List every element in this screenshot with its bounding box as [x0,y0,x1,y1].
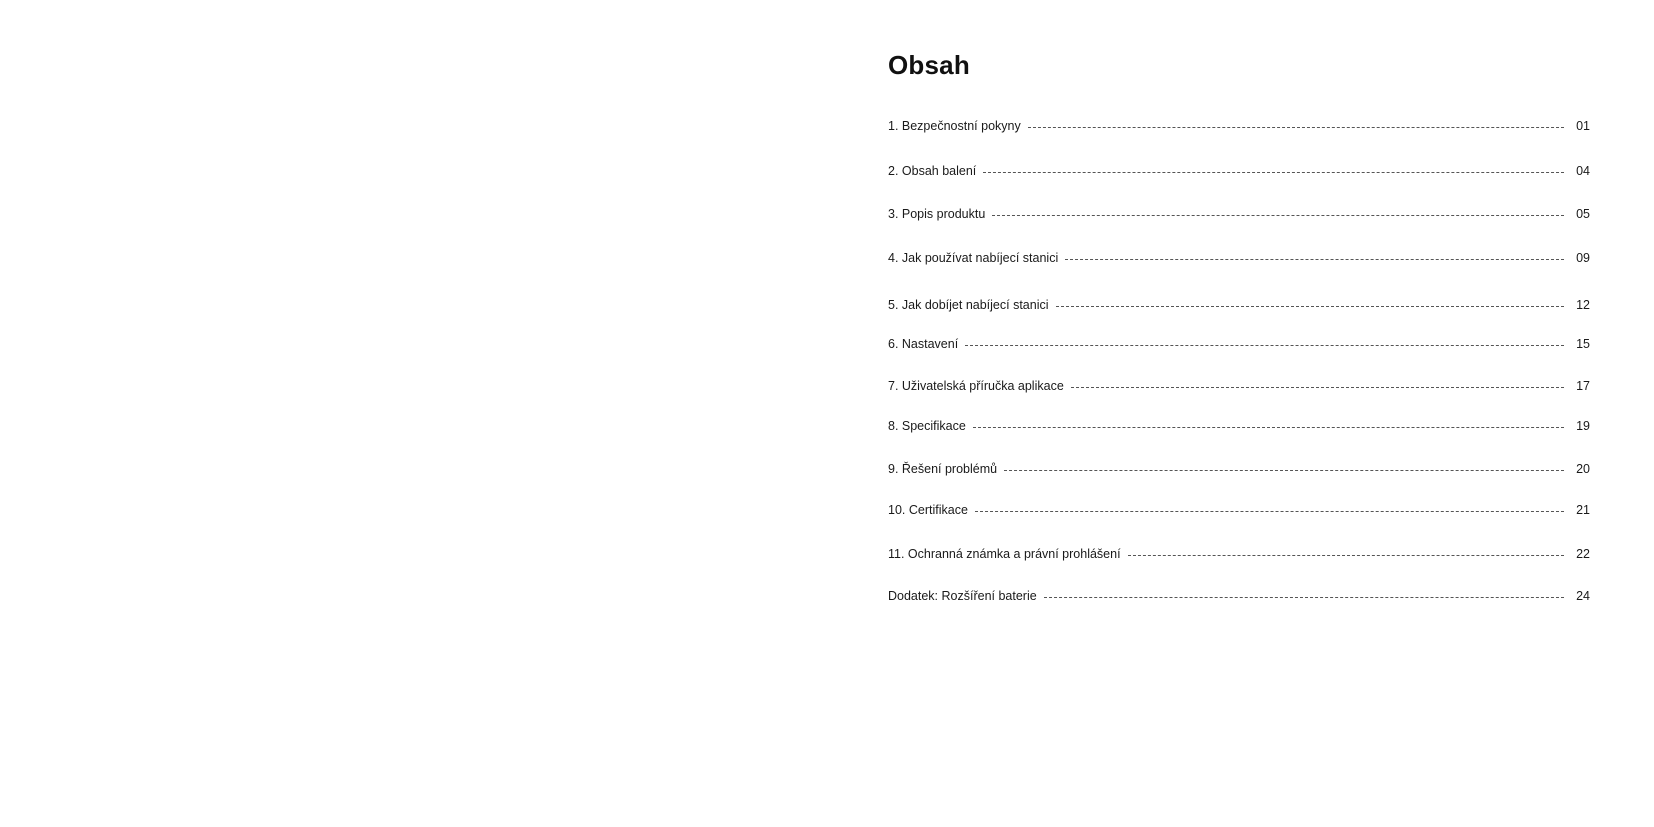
dotted-leader [975,511,1564,512]
toc-entry-label: 7. Uživatelská příručka aplikace [888,379,1064,393]
toc-entry-appendix[interactable] [888,586,1590,606]
toc-entry-8[interactable] [888,416,1590,436]
toc-entry-label: 2. Obsah balení [888,164,977,178]
toc-entry-label: Dodatek: Rozšíření baterie [888,589,1037,603]
dotted-leader [1071,387,1564,388]
toc-entry-page: 17 [1576,379,1590,393]
dotted-leader [1128,555,1564,556]
toc-entry-label: 1. Bezpečnostní pokyny [888,119,1021,133]
toc-entry-label: 5. Jak dobíjet nabíjecí stanici [888,298,1049,312]
toc-entry-label: 9. Řešení problémů [888,462,998,476]
toc-entry-11[interactable] [888,544,1590,564]
toc-entry-6[interactable] [888,334,1590,354]
toc-entry-label: 3. Popis produktu [888,207,986,221]
toc-entry-label: 10. Certifikace [888,503,968,517]
toc-entry-page: 05 [1576,207,1590,221]
toc-entry-page: 09 [1576,251,1590,265]
toc-entry-1[interactable] [888,116,1590,136]
toc-entry-page: 24 [1576,589,1590,603]
dotted-leader [1044,597,1564,598]
toc-entry-3[interactable] [888,204,1590,224]
dotted-leader [1065,259,1564,260]
toc-entry-page: 22 [1576,547,1590,561]
toc-title: Obsah [888,50,970,80]
dotted-leader [1028,127,1564,128]
toc-entry-page: 20 [1576,462,1590,476]
toc-entry-page: 15 [1576,337,1590,351]
toc-entry-page: 04 [1576,164,1590,178]
toc-entry-page: 12 [1576,298,1590,312]
toc-entry-label: 8. Specifikace [888,419,966,433]
dotted-leader [992,215,1564,216]
dotted-leader [965,345,1564,346]
right-page-table-of-contents [827,0,1654,827]
toc-entry-2[interactable] [888,161,1590,181]
dotted-leader [983,172,1564,173]
toc-entry-5[interactable] [888,295,1590,315]
toc-entry-10[interactable] [888,500,1590,520]
toc-entry-page: 21 [1576,503,1590,517]
toc-entry-page: 19 [1576,419,1590,433]
toc-entry-7[interactable] [888,376,1590,396]
toc-entry-page: 01 [1576,119,1590,133]
toc-entry-label: 11. Ochranná známka a právní prohlášení [888,547,1121,561]
toc-entry-9[interactable] [888,459,1590,479]
toc-entry-label: 6. Nastavení [888,337,959,351]
toc-entry-4[interactable] [888,248,1590,268]
dotted-leader [1004,470,1564,471]
toc-entry-label: 4. Jak používat nabíjecí stanici [888,251,1059,265]
dotted-leader [1056,306,1564,307]
dotted-leader [973,427,1564,428]
